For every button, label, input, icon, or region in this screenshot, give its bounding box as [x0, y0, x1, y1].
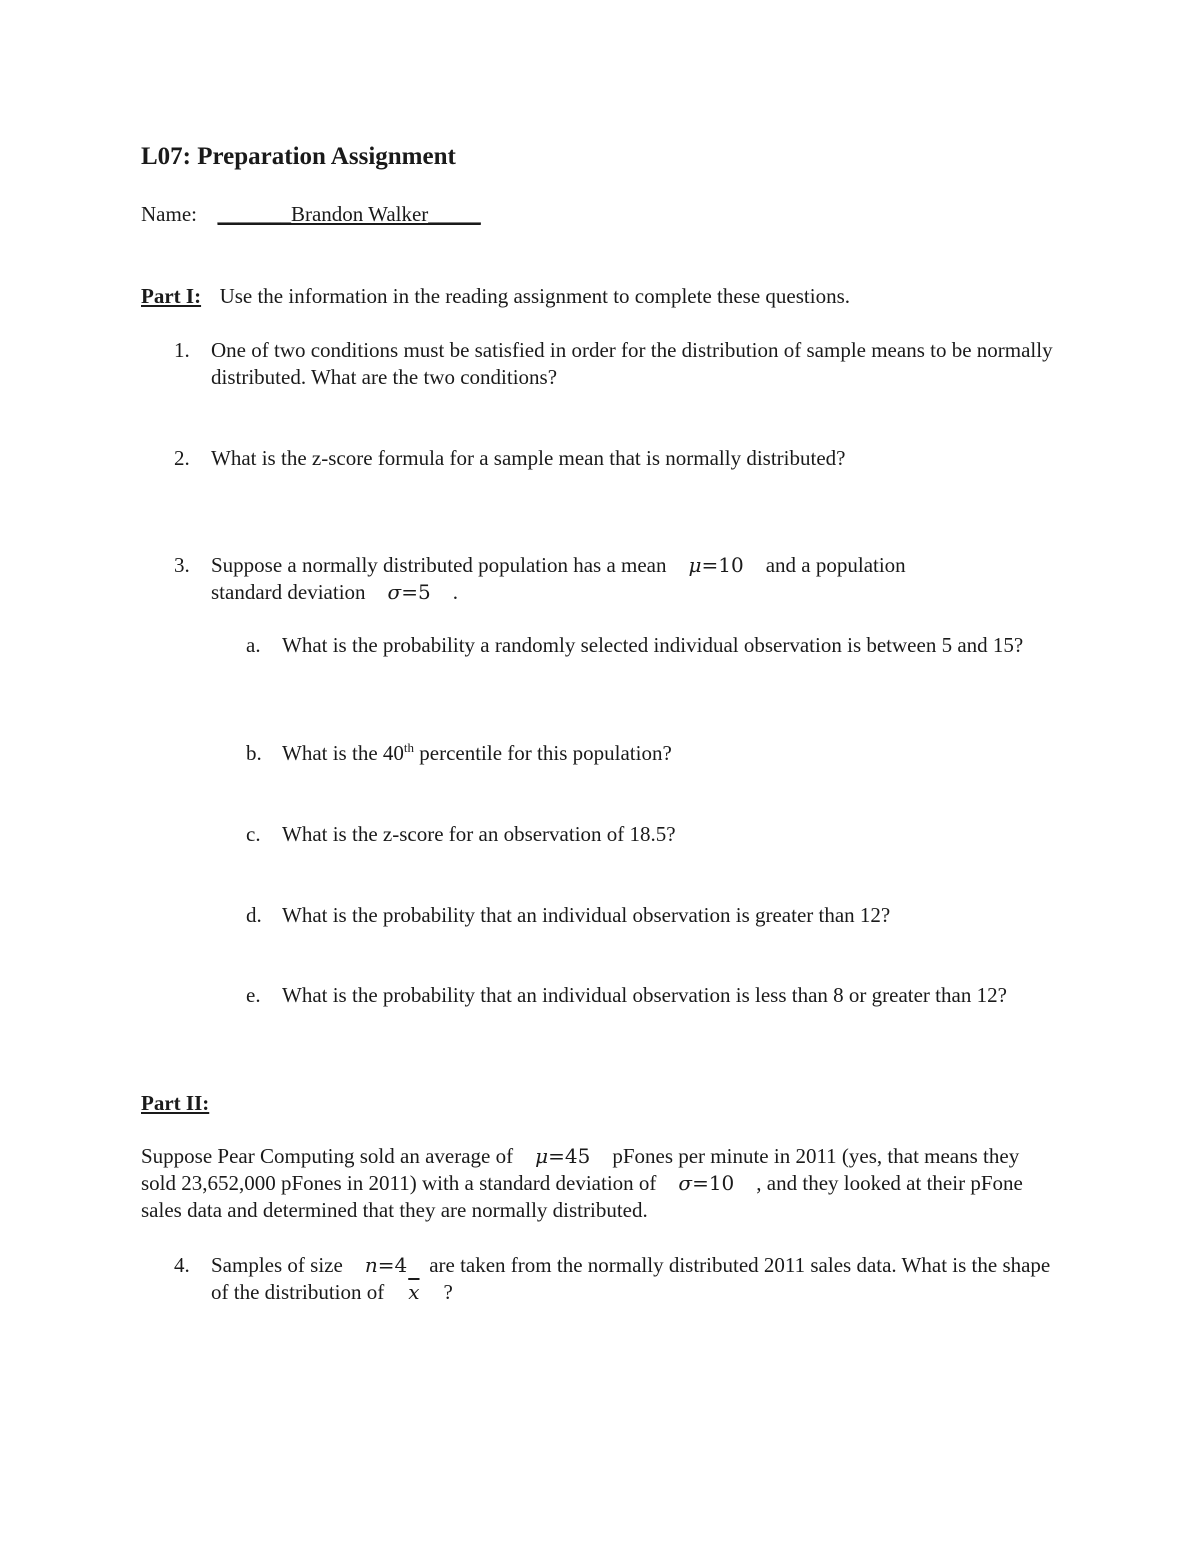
part2-para-c: , and they looked at their pFone sales data and determined that they are normally distributed.: [141, 1171, 1023, 1222]
q3b-superscript: th: [403, 740, 415, 755]
sigma-symbol: σ: [387, 580, 402, 604]
part2-sigma-equation: [656, 1171, 756, 1195]
mu-symbol: μ: [688, 553, 702, 577]
part2-mu-symbol: μ: [535, 1144, 549, 1168]
name-value: _______Brandon Walker_____: [217, 202, 481, 226]
q3-text-a: Suppose a normally distributed population has a mean: [211, 553, 667, 577]
q4-text-b: are taken from the normally distributed 2011 sales data. What is the shape of the distribution of: [211, 1253, 1051, 1304]
q4-number: 4.: [174, 1253, 190, 1277]
part2-paragraph: [141, 1143, 1041, 1224]
q3b-text: [282, 740, 1072, 767]
part2-mu-value: =45: [548, 1144, 591, 1168]
n-value: =4: [377, 1253, 408, 1277]
q3a-text: What is the probability a randomly selected individual observation is between 5 and 15?: [282, 633, 1024, 657]
part1-intro-line: [141, 283, 850, 310]
sigma-value: =5: [401, 580, 431, 604]
part1-intro: Use the information in the reading assignment to complete these questions.: [219, 284, 851, 308]
part2-para-b: pFones per minute in 2011 (yes, that means they sold 23,652,000 pFones in 2011) with a standard deviation of: [141, 1144, 1020, 1195]
q4-text-a: Samples of size: [211, 1253, 343, 1277]
sigma-equation: [366, 580, 453, 604]
q2-text: What is the z-score formula for a sample mean that is normally distributed?: [211, 446, 846, 470]
part2-sigma-symbol: σ: [678, 1171, 693, 1195]
name-line: [141, 201, 481, 228]
q3-number: 3.: [174, 553, 190, 577]
q3d-letter: d.: [246, 903, 262, 927]
q1-text: One of two conditions must be satisfied in order for the distribution of sample means to be normally distributed. What are the two conditions?: [211, 338, 1053, 389]
q3a-letter: a.: [246, 633, 261, 657]
n-equation: [343, 1253, 429, 1277]
page-title: L07: Preparation Assignment: [141, 143, 456, 170]
q3e-text: What is the probability that an individual observation is less than 8 or greater than 12?: [282, 983, 1007, 1007]
q3d-text: What is the probability that an individual observation is greater than 12?: [282, 903, 891, 927]
q3-text: [211, 552, 1071, 606]
mu-value: =10: [701, 553, 744, 577]
q3b-letter: b.: [246, 741, 262, 765]
name-label: Name:: [141, 202, 197, 226]
q4-text: [211, 1252, 1071, 1306]
part2-para-a: Suppose Pear Computing sold an average of: [141, 1144, 514, 1168]
part2-mu-equation: [513, 1144, 612, 1168]
q3b-text-pre: What is the 40: [282, 741, 404, 765]
q3-text-c: standard deviation: [211, 580, 366, 604]
xbar-symbol: $\overline{x}$: [408, 1280, 420, 1304]
q3c-text: What is the z-score for an observation of 18.5?: [282, 822, 676, 846]
mu-equation: [667, 553, 766, 577]
part1-label: Part I:: [141, 284, 202, 308]
q3b-text-post: percentile for this population?: [414, 741, 672, 765]
q3-text-d: .: [452, 580, 458, 604]
q3c-letter: c.: [246, 822, 261, 846]
q1-number: 1.: [174, 338, 190, 362]
part2-label: Part II:: [141, 1091, 210, 1115]
n-symbol: n: [364, 1253, 378, 1277]
q2-number: 2.: [174, 446, 190, 470]
q3e-letter: e.: [246, 983, 261, 1007]
q3-text-b: and a population: [765, 553, 906, 577]
part2-heading: [141, 1090, 209, 1117]
part2-sigma-value: =10: [692, 1171, 735, 1195]
q4-text-c: ?: [443, 1280, 453, 1304]
